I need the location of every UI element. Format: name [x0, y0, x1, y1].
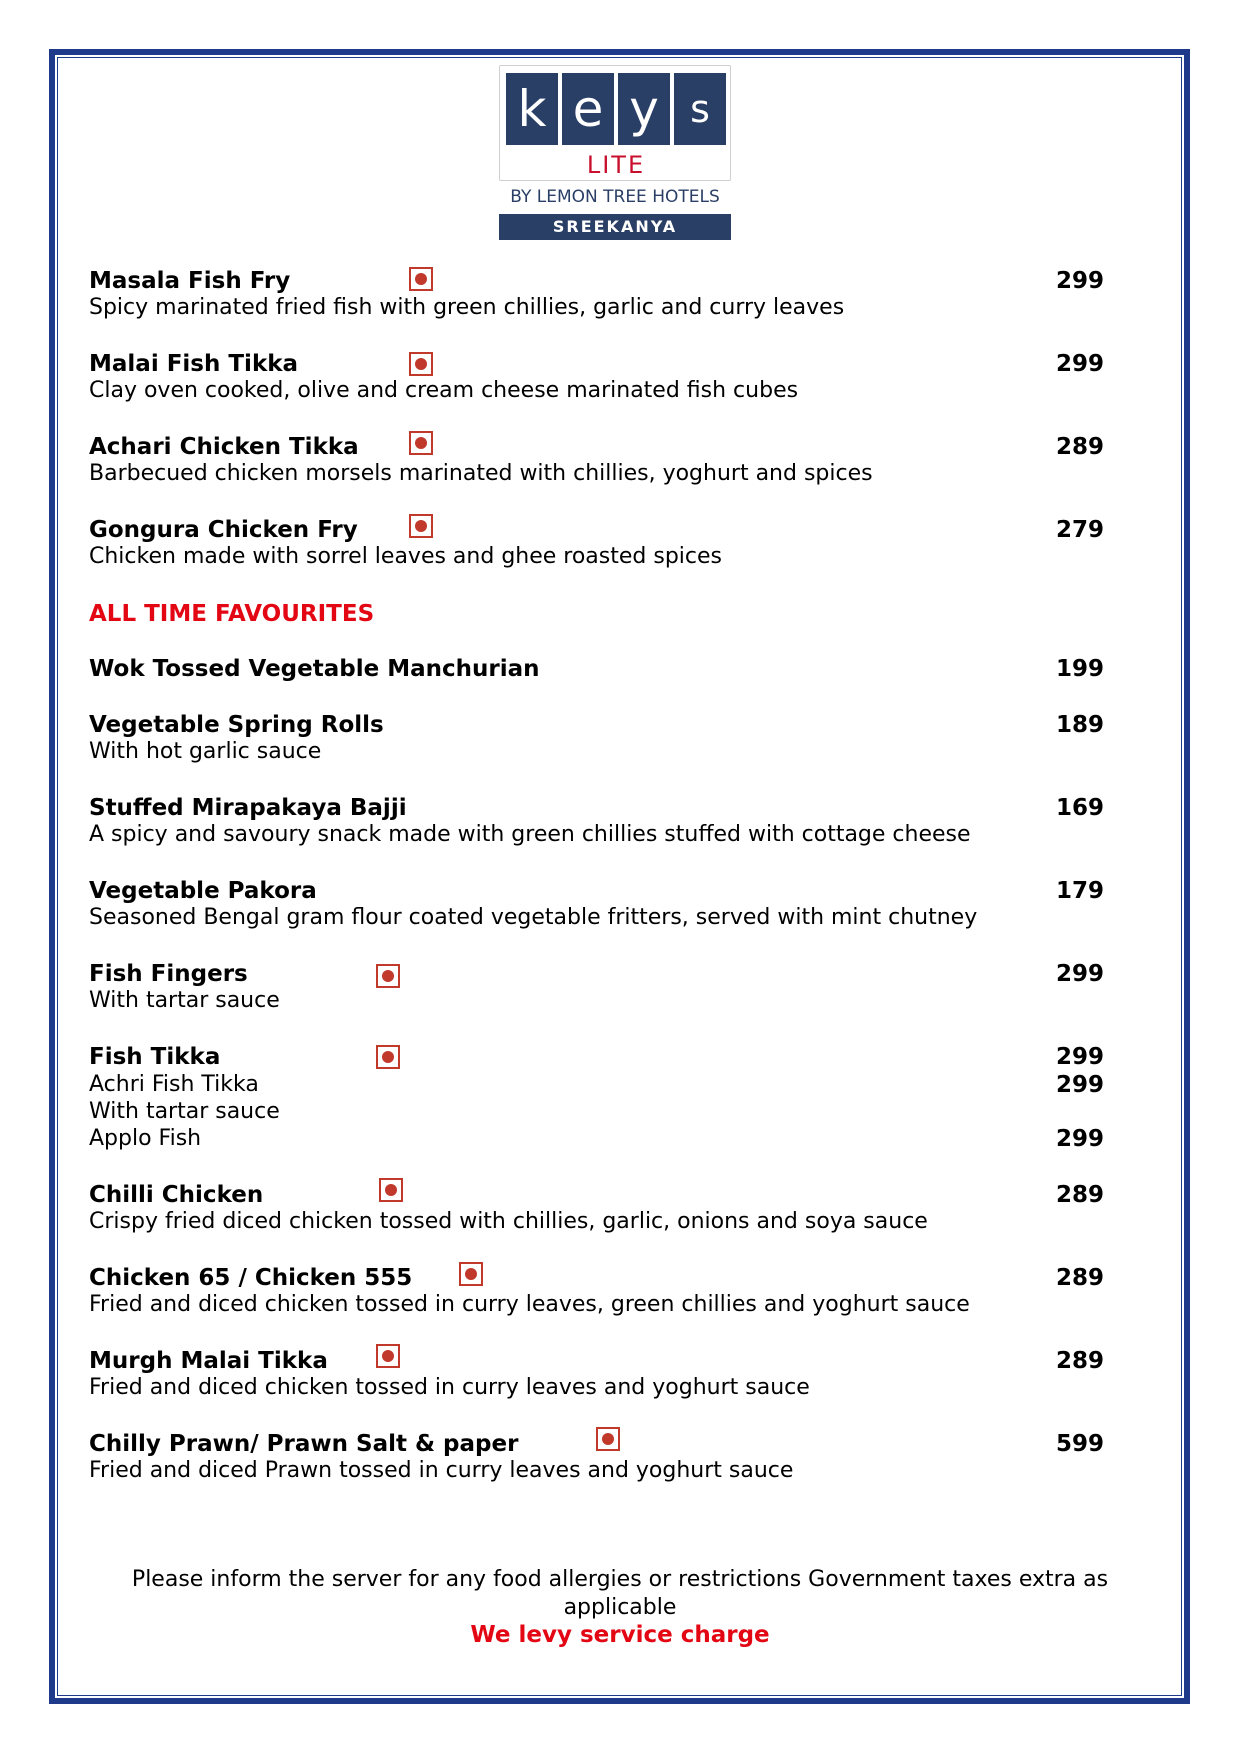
- item-price: 299: [1055, 268, 1104, 294]
- item-description: Crispy fried diced chicken tossed with chillies, garlic, onions and soya sauce: [89, 1209, 928, 1234]
- item-price: 169: [1055, 795, 1104, 821]
- logo-letter-y: y: [618, 73, 670, 145]
- non-veg-icon: [376, 1344, 400, 1368]
- logo-lite: LITE: [586, 151, 646, 179]
- item-price: 189: [1055, 712, 1104, 738]
- item-price: 299: [1055, 351, 1104, 377]
- service-charge-note: We levy service charge: [470, 1622, 770, 1648]
- logo-letter-e: e: [562, 73, 614, 145]
- non-veg-icon: [409, 352, 433, 376]
- variant-name: Applo Fish: [89, 1126, 202, 1151]
- non-veg-icon: [409, 267, 433, 291]
- item-price: 299: [1055, 1044, 1104, 1070]
- item-price: 279: [1055, 517, 1104, 543]
- item-name: Malai Fish Tikka: [89, 351, 299, 377]
- item-name: Fish Fingers: [89, 961, 248, 987]
- item-description: Spicy marinated fried fish with green chillies, garlic and curry leaves: [89, 295, 845, 320]
- item-name: Gongura Chicken Fry: [89, 517, 358, 543]
- non-veg-icon: [409, 431, 433, 455]
- item-name: Achari Chicken Tikka: [89, 434, 359, 460]
- item-name: Wok Tossed Vegetable Manchurian: [89, 656, 540, 682]
- hotel-logo: [499, 65, 731, 240]
- variant-price: 299: [1055, 1126, 1104, 1152]
- item-name: Chilly Prawn/ Prawn Salt & paper: [89, 1431, 519, 1457]
- item-description: Barbecued chicken morsels marinated with chillies, yoghurt and spices: [89, 461, 873, 486]
- non-veg-icon: [596, 1427, 620, 1451]
- logo-location: SREEKANYA: [499, 214, 731, 240]
- logo-letter-s: s: [674, 73, 726, 145]
- item-price: 299: [1055, 961, 1104, 987]
- item-description: Clay oven cooked, olive and cream cheese marinated fish cubes: [89, 378, 799, 403]
- item-name: Chicken 65 / Chicken 555: [89, 1265, 413, 1291]
- non-veg-icon: [409, 514, 433, 538]
- item-variant: [89, 1125, 1104, 1153]
- allergy-tax-note: Please inform the server for any food allergies or restrictions Government taxes extra as applicable: [131, 1567, 1109, 1620]
- item-price: 599: [1055, 1431, 1104, 1457]
- item-price: 289: [1055, 1265, 1104, 1291]
- item-name: Fish Tikka: [89, 1044, 221, 1070]
- variant-name: With tartar sauce: [89, 1099, 280, 1124]
- variant-name: Achri Fish Tikka: [89, 1072, 259, 1097]
- item-variant: [89, 1071, 1104, 1099]
- item-price: 289: [1055, 1348, 1104, 1374]
- logo-letter-k: k: [506, 73, 558, 145]
- variant-price: 299: [1055, 1072, 1104, 1098]
- non-veg-icon: [376, 1045, 400, 1069]
- item-description: Fried and diced chicken tossed in curry leaves and yoghurt sauce: [89, 1375, 810, 1400]
- item-name: Masala Fish Fry: [89, 268, 291, 294]
- item-price: 289: [1055, 434, 1104, 460]
- non-veg-icon: [376, 964, 400, 988]
- item-description: Chicken made with sorrel leaves and ghee roasted spices: [89, 544, 723, 569]
- logo-by-line: BY LEMON TREE HOTELS: [510, 187, 720, 207]
- item-description: Seasoned Bengal gram flour coated vegetable fritters, served with mint chutney: [89, 905, 978, 930]
- item-name: Vegetable Pakora: [89, 878, 317, 904]
- section-heading: ALL TIME FAVOURITES: [89, 601, 375, 627]
- logo-letters: [506, 73, 726, 145]
- item-description: With hot garlic sauce: [89, 739, 322, 764]
- item-price: 179: [1055, 878, 1104, 904]
- logo-box: [499, 65, 731, 181]
- item-description: Fried and diced Prawn tossed in curry leaves and yoghurt sauce: [89, 1458, 794, 1483]
- non-veg-icon: [459, 1262, 483, 1286]
- item-description: Fried and diced chicken tossed in curry leaves, green chillies and yoghurt sauce: [89, 1292, 970, 1317]
- item-price: 199: [1055, 656, 1104, 682]
- item-variant: [89, 1098, 1104, 1126]
- item-name: Chilli Chicken: [89, 1182, 264, 1208]
- item-description: A spicy and savoury snack made with green chillies stuffed with cottage cheese: [89, 822, 971, 847]
- item-price: 289: [1055, 1182, 1104, 1208]
- item-name: Murgh Malai Tikka: [89, 1348, 328, 1374]
- item-description: With tartar sauce: [89, 988, 280, 1013]
- non-veg-icon: [379, 1178, 403, 1202]
- item-name: Vegetable Spring Rolls: [89, 712, 384, 738]
- item-name: Stuffed Mirapakaya Bajji: [89, 795, 407, 821]
